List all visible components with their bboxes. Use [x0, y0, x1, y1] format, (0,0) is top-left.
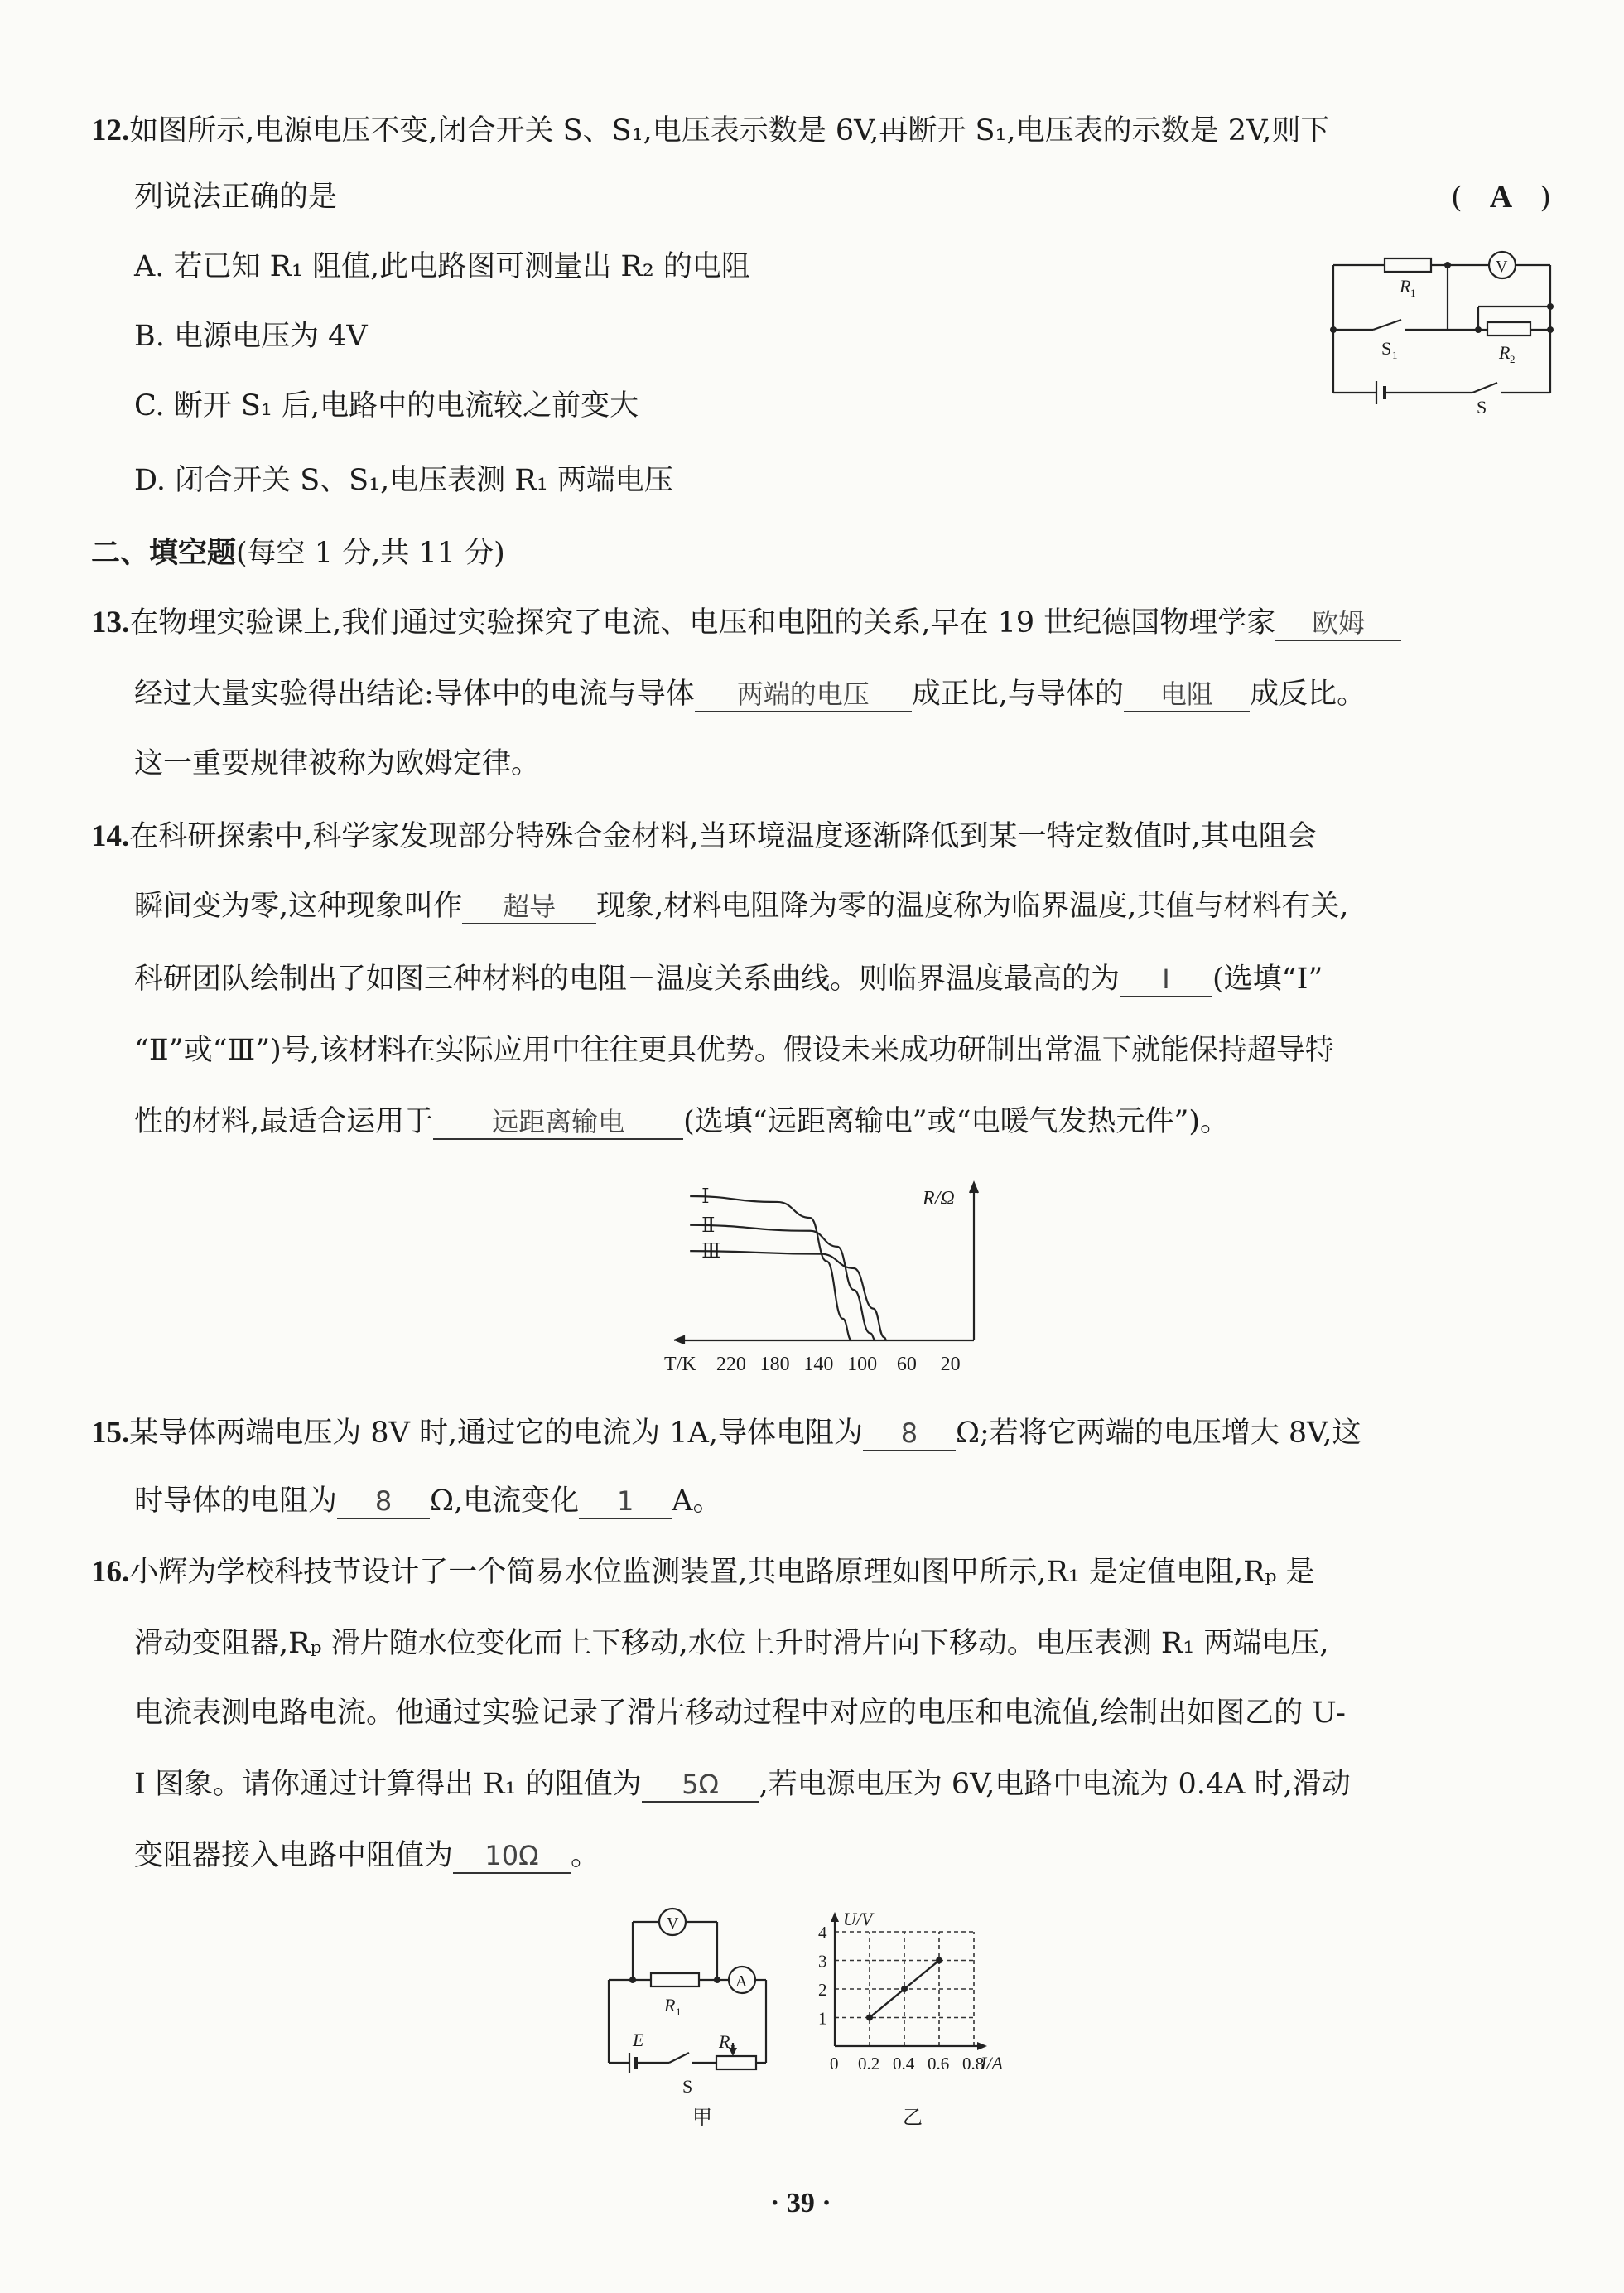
q16-label-rp-sub: P — [730, 2044, 736, 2054]
q13-line3: 这一重要规律被称为欧姆定律。 — [134, 747, 541, 780]
q12-s-switch — [1472, 383, 1497, 393]
q16-label-rp: R — [719, 2031, 730, 2052]
ui-data-point — [901, 1986, 908, 1992]
rt-series-ii-label: Ⅱ — [701, 1214, 716, 1237]
q12-option-b: B. 电源电压为 4V — [134, 320, 368, 353]
q16-text-6: 变阻器接入电路中阻值为 — [134, 1839, 454, 1872]
q14-blank-3: 远距离输电 — [433, 1105, 683, 1140]
q16-text-4: I 图象。请你通过计算得出 R₁ 的阻值为 — [134, 1768, 642, 1801]
q16-line4 — [134, 1764, 1351, 1804]
ui-x-tick: 0.2 — [858, 2054, 880, 2073]
q13-blank-1: 欧姆 — [1275, 606, 1401, 641]
q13-blank-2: 两端的电压 — [695, 678, 912, 712]
q15-text-1: 某导体两端电压为 8V 时,通过它的电流为 1A,导体电阻为 — [129, 1417, 863, 1450]
ui-y-label: U/V — [843, 1909, 873, 1929]
q14-line1 — [91, 817, 1317, 857]
q16-blank-1: 5Ω — [642, 1768, 759, 1803]
q15-number: 15. — [91, 1416, 130, 1450]
q13-text-4: 成反比。 — [1249, 678, 1366, 711]
q16-blank-2: 10Ω — [453, 1839, 571, 1874]
q16-line2: 滑动变阻器,Rₚ 滑片随水位变化而上下移动,水位上升时滑片向下移动。电压表测 R₁ 两端电压, — [134, 1627, 1329, 1660]
q16-text-7: 。 — [571, 1839, 600, 1872]
q14-line5 — [134, 1102, 1229, 1142]
q16-ui-chart — [812, 1905, 1027, 2129]
q12-label-v: V — [1496, 258, 1508, 276]
ui-x-tick: 0.8 — [962, 2054, 985, 2073]
q14-text-8: (选填“远距离输电”或“电暖气发热元件”)。 — [683, 1105, 1230, 1138]
ui-data-point — [936, 1957, 942, 1964]
q13-line1 — [91, 603, 1401, 643]
q14-text-5: (选填“Ⅰ” — [1212, 963, 1323, 996]
q12-answer-open: ( — [1451, 181, 1463, 215]
rt-y-arrow — [970, 1183, 978, 1193]
q12-label-s1: S — [1381, 338, 1392, 359]
rt-x-tick: 180 — [759, 1354, 790, 1375]
rt-chart — [663, 1166, 1010, 1382]
q16-label-s: S — [682, 2076, 693, 2097]
q12-label-r2-sub: 2 — [1510, 353, 1516, 365]
rt-x-tick: 140 — [803, 1354, 834, 1375]
ui-y-arrow — [831, 1912, 839, 1922]
rt-series-i-label: Ⅰ — [701, 1186, 710, 1208]
q16-caption-jia: 甲 — [692, 2107, 712, 2129]
q12-r2-resistor — [1487, 322, 1530, 336]
q14-number: 14. — [91, 819, 130, 853]
q16-line1 — [91, 1552, 1315, 1592]
q12-option-d: D. 闭合开关 S、S₁,电压表测 R₁ 两端电压 — [134, 464, 673, 497]
q12-label-r2: R — [1499, 342, 1511, 363]
section2-heading — [91, 533, 505, 573]
ui-y-tick: 1 — [818, 2008, 827, 2029]
ui-y-tick: 3 — [818, 1951, 827, 1972]
q15-blank-3: 1 — [579, 1484, 672, 1519]
q16-text-1: 小辉为学校科技节设计了一个简易水位监测装置,其电路原理如图甲所示,R₁ 是定值电阻,Rₚ 是 — [129, 1556, 1315, 1589]
q16-label-v: V — [667, 1914, 679, 1933]
q12-stem-2: 列说法正确的是 — [134, 181, 338, 214]
section2-title: 二、填空题 — [91, 536, 237, 570]
q14-line3 — [134, 959, 1323, 999]
q16-r1-resistor — [651, 1973, 699, 1986]
rt-series-iii-label: Ⅲ — [701, 1241, 721, 1263]
rt-y-label: R/Ω — [923, 1188, 955, 1209]
q15-line2 — [134, 1481, 721, 1521]
q16-label-e: E — [633, 2030, 644, 2050]
q12-stem-line1 — [91, 111, 1329, 151]
q13-text-2: 经过大量实验得出结论:导体中的电流与导体 — [134, 678, 695, 711]
q12-option-a: A. 若已知 R₁ 阻值,此电路图可测量出 R₂ 的电阻 — [134, 250, 750, 283]
q12-circuit-diagram — [1325, 240, 1565, 414]
q15-blank-1: 8 — [863, 1417, 956, 1451]
ui-x-tick: 0.4 — [893, 2054, 915, 2073]
q12-option-c: C. 断开 S₁ 后,电路中的电流较之前变大 — [134, 389, 639, 422]
q16-circuit-jia — [605, 1905, 787, 2129]
section2-note: (每空 1 分,共 11 分) — [236, 537, 505, 570]
q13-number: 13. — [91, 606, 130, 640]
q12-answer-close: ) — [1540, 181, 1552, 215]
q16-rp-resistor — [716, 2056, 756, 2069]
page-number: · 39 · — [770, 2188, 831, 2218]
q15-text-4: Ω,电流变化 — [430, 1484, 580, 1518]
q15-text-2: Ω;若将它两端的电压增大 8V,这 — [955, 1417, 1361, 1450]
q12-label-r1-sub: 1 — [1410, 287, 1416, 299]
q12-stem-line2 — [134, 177, 337, 217]
q13-blank-3: 电阻 — [1124, 678, 1250, 712]
ui-x-arrow — [977, 2042, 987, 2050]
rt-x-tick: 20 — [940, 1354, 961, 1375]
rt-x-label: T/K — [664, 1354, 696, 1375]
q16-label-a: A — [735, 1972, 748, 1991]
ui-y-tick: 2 — [818, 1980, 827, 2000]
q14-blank-2: Ⅰ — [1120, 963, 1212, 997]
q13-text-1: 在物理实验课上,我们通过实验探究了电流、电压和电阻的关系,早在 19 世纪德国物理学家 — [129, 606, 1276, 640]
q14-text-2: 瞬间变为零,这种现象叫作 — [134, 890, 463, 923]
q14-text-7: 性的材料,最适合运用于 — [134, 1105, 434, 1138]
rt-x-arrow — [674, 1336, 684, 1344]
q14-line2 — [134, 886, 1349, 926]
ui-x-label: I/A — [981, 2053, 1003, 2073]
q15-text-3: 时导体的电阻为 — [134, 1484, 338, 1518]
q12-answer-value: A — [1489, 180, 1513, 215]
q16-caption-yi: 乙 — [903, 2107, 923, 2129]
q16-line5 — [134, 1836, 600, 1875]
q15-text-5: A。 — [672, 1484, 722, 1518]
q16-label-r1-sub: 1 — [676, 2006, 682, 2018]
ui-x-tick: 0.6 — [928, 2054, 950, 2073]
ui-x-tick: 0 — [830, 2054, 839, 2073]
rt-x-tick: 220 — [716, 1354, 746, 1375]
q14-text-3: 现象,材料电阻降为零的温度称为临界温度,其值与材料有关, — [596, 890, 1349, 923]
q13-line2 — [134, 674, 1366, 714]
q16-text-5: ,若电源电压为 6V,电路中电流为 0.4A 时,滑动 — [759, 1768, 1351, 1801]
q16-s-switch — [669, 2053, 689, 2063]
rt-x-tick: 100 — [847, 1354, 878, 1375]
q15-blank-2: 8 — [337, 1484, 430, 1519]
ui-y-tick: 4 — [818, 1923, 827, 1943]
q15-line1 — [91, 1413, 1361, 1453]
q12-s1-switch — [1373, 320, 1401, 330]
q12-label-s: S — [1477, 397, 1487, 414]
ui-data-point — [866, 2015, 873, 2021]
q14-text-1: 在科研探索中,科学家发现部分特殊合金材料,当环境温度逐渐降低到某一特定数值时,其电阻会 — [129, 820, 1317, 853]
rt-series-iii-curve — [690, 1251, 886, 1340]
q12-stem-1: 如图所示,电源电压不变,闭合开关 S、S₁,电压表示数是 6V,再断开 S₁,电压表的示数是 2V,则下 — [129, 114, 1330, 147]
q16-line3: 电流表测电路电流。他通过实验记录了滑片移动过程中对应的电压和电流值,绘制出如图乙的 U- — [134, 1697, 1346, 1730]
q12-r1-resistor — [1385, 258, 1431, 272]
q12-label-s1-sub: 1 — [1392, 349, 1398, 361]
q16-label-r1: R — [664, 1995, 676, 2015]
q12-label-r1: R — [1400, 276, 1411, 297]
q13-text-3: 成正比,与导体的 — [911, 678, 1124, 711]
q12-number: 12. — [91, 113, 130, 147]
q14-blank-1: 超导 — [462, 890, 596, 924]
q16-number: 16. — [91, 1555, 130, 1589]
rt-x-tick: 60 — [896, 1354, 917, 1375]
q12-answer — [1451, 177, 1551, 218]
q14-text-4: 科研团队绘制出了如图三种材料的电阻－温度关系曲线。则临界温度最高的为 — [134, 963, 1120, 996]
q14-line4: “Ⅱ”或“Ⅲ”)号,该材料在实际应用中往往更具优势。假设未来成功研制出常温下就能保持超导特 — [134, 1034, 1334, 1067]
